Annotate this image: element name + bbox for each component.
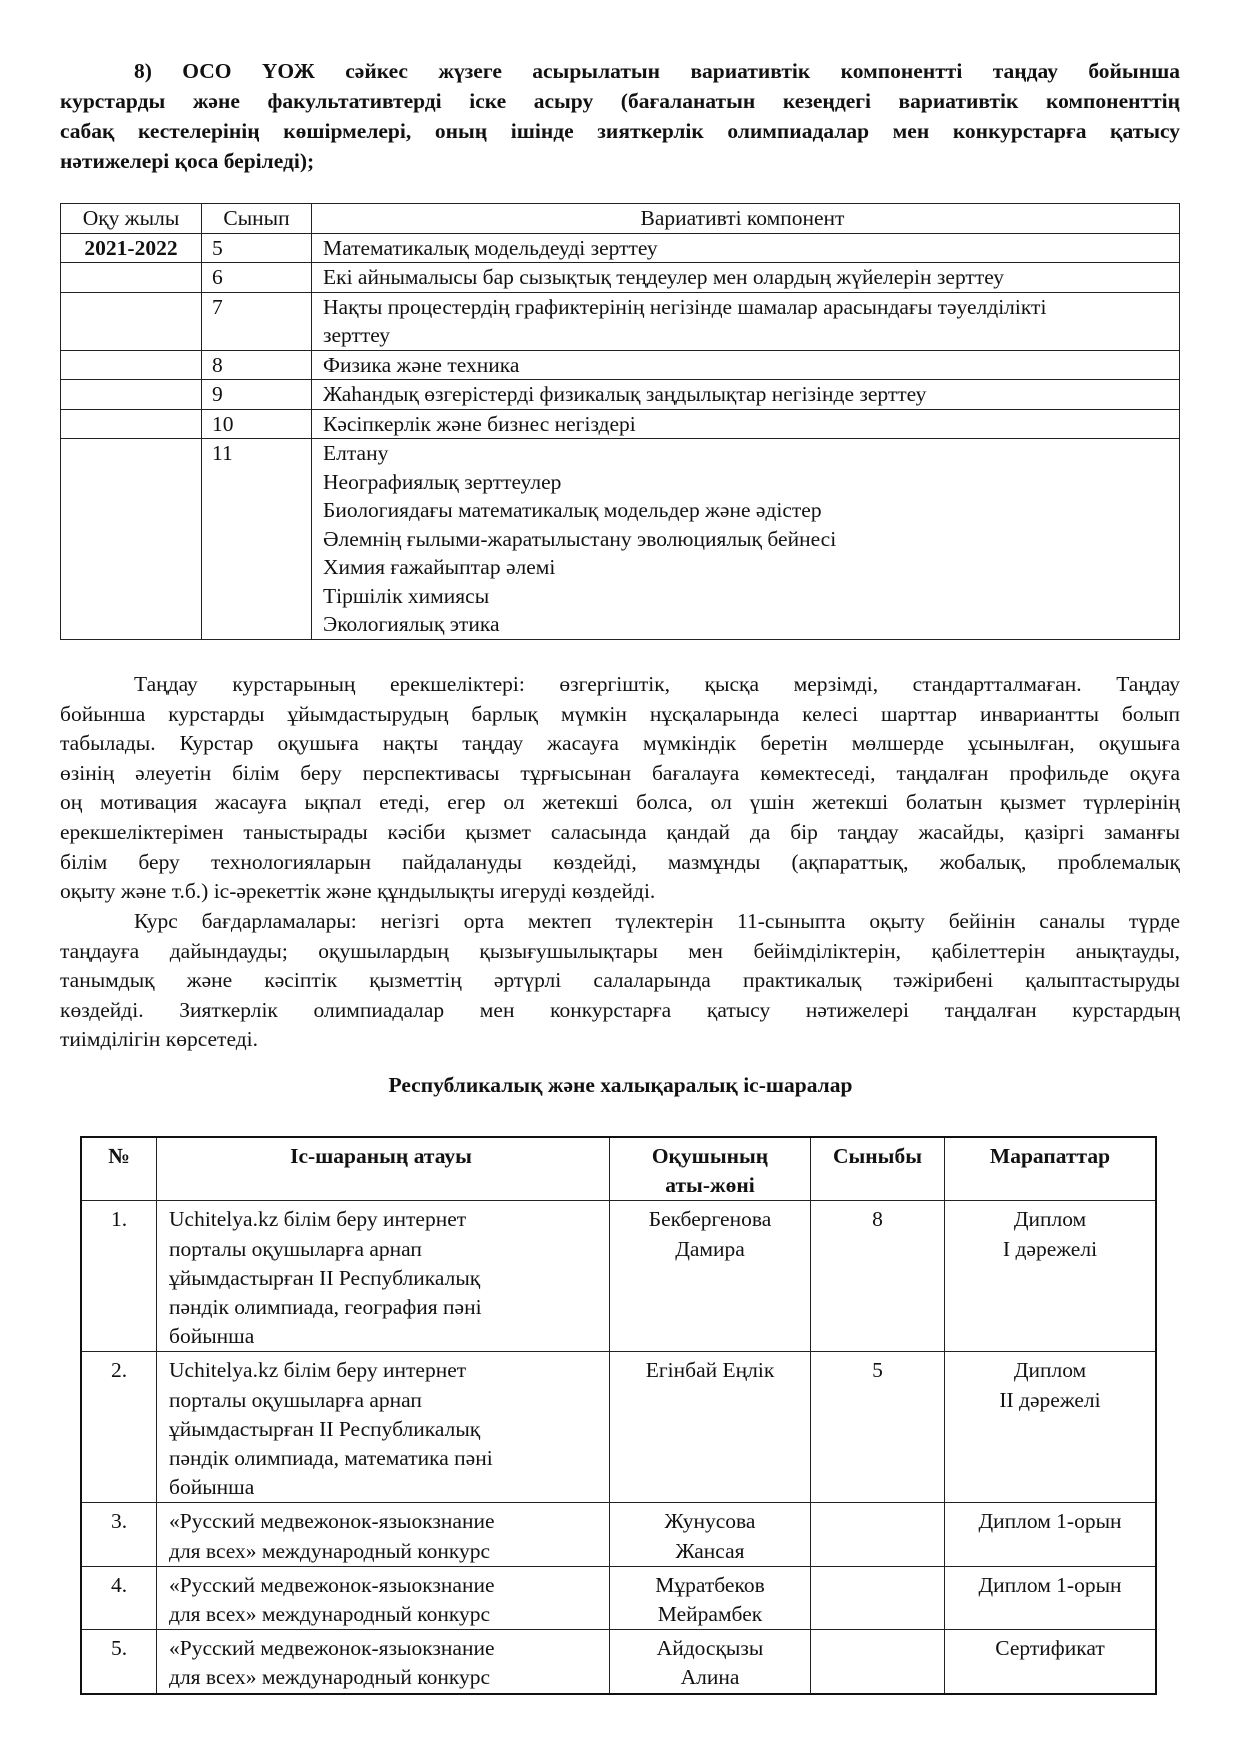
table-row	[61, 350, 1180, 380]
award: Диплом 1-орын	[945, 1503, 1157, 1566]
student-grade: 5	[811, 1352, 945, 1503]
header-number: №	[81, 1137, 157, 1201]
table-header-row	[81, 1137, 1156, 1201]
course-cell: Екі айнымалысы бар сызықтық теңдеулер мен олардың жүйелерін зерттеу	[312, 263, 1180, 293]
heading-line: 8) ОСО ҮОЖ сәйкес жүзеге асырылатын вариативтік компонентті таңдау бойынша	[134, 59, 1180, 83]
event-name: Uchitelya.kz білім беру интернет порталы оқушыларға арнап ұйымдастырған ІІ Республикалық пәндік олимпиада, география пәні бойынша	[157, 1201, 610, 1352]
paragraph-line: көздейді. Зияткерлік олимпиадалар мен конкурстарға қатысу нәтижелері таңдалған курстардың	[60, 997, 1180, 1022]
paragraph-line: білім беру технологияларын пайдалануды көздейді, мазмұнды (ақпараттық, жобалық, проблемалық	[60, 849, 1180, 874]
variative-component-table	[60, 203, 1180, 640]
table-row	[61, 380, 1180, 410]
section-heading	[60, 56, 1180, 176]
student-name: Мұратбеков Мейрамбек	[610, 1566, 811, 1629]
header-grade: Сыныбы	[811, 1137, 945, 1201]
row-number: 2.	[81, 1352, 157, 1503]
table-row	[81, 1630, 1156, 1694]
course-line: Тіршілік химиясы	[323, 583, 490, 608]
paragraph-line: оқыту және т.б.) іс-әрекеттік және құндылықты игеруді көздейді.	[60, 879, 656, 904]
course-cell: Физика және техника	[312, 350, 1180, 380]
year-cell-empty	[61, 380, 202, 410]
student-name: Егінбай Еңлік	[610, 1352, 811, 1503]
paragraph-line: бойынша курстарды ұйымдастырудың барлық мүмкін нұсқаларында келесі шарттар инвариантты болып	[60, 701, 1180, 726]
award: Сертификат	[945, 1630, 1157, 1694]
course-cell: Кәсіпкерлік және бизнес негіздері	[312, 409, 1180, 439]
event-name: «Русский медвежонок-языокзнание для всех» международный конкурс	[157, 1566, 610, 1629]
award: Диплом ІІ дәрежелі	[945, 1352, 1157, 1503]
heading-line: курстарды және факультативтерді іске асыру (бағаланатын кезеңдегі вариативтік компоненттің	[60, 89, 1180, 113]
header-event: Іс-шараның атауы	[157, 1137, 610, 1201]
student-name: Жунусова Жансая	[610, 1503, 811, 1566]
year-cell-empty	[61, 350, 202, 380]
grade-cell: 9	[202, 380, 312, 410]
grade-cell: 5	[202, 233, 312, 263]
year-cell-empty	[61, 292, 202, 350]
event-name: Uchitelya.kz білім беру интернет порталы оқушыларға арнап ұйымдастырған ІІ Республикалық пәндік олимпиада, математика пәні бойынша	[157, 1352, 610, 1503]
course-line: Нақты процестердің графиктерінің негізінде шамалар арасындағы тәуелділікті	[323, 294, 1047, 319]
heading-line: сабақ кестелерінің көшірмелері, оның ішінде зияткерлік олимпиадалар мен конкурстарға қатысу	[60, 119, 1180, 143]
course-cell: Жаһандық өзгерістерді физикалық заңдылықтар негізінде зерттеу	[312, 380, 1180, 410]
event-name: «Русский медвежонок-языокзнание для всех» международный конкурс	[157, 1503, 610, 1566]
paragraph-line: таңдауға дайындауды; оқушылардың қызығушылықтары мен бейімділіктерін, қабілеттерін анықтауды,	[60, 938, 1180, 963]
row-number: 3.	[81, 1503, 157, 1566]
events-table	[80, 1136, 1157, 1695]
header-student: Оқушының аты-жөні	[610, 1137, 811, 1201]
course-cell	[312, 439, 1180, 640]
year-cell-empty	[61, 263, 202, 293]
student-grade	[811, 1566, 945, 1629]
row-number: 5.	[81, 1630, 157, 1694]
header-academic-year: Оқу жылы	[61, 204, 202, 234]
grade-cell: 10	[202, 409, 312, 439]
paragraph-line: Таңдау курстарының ерекшеліктері: өзгергіштік, қысқа мерзімді, стандартталмаған. Таңдау	[134, 672, 1180, 696]
course-line: Әлемнің ғылыми-жаратылыстану эволюциялық бейнесі	[323, 526, 837, 551]
table-header-row	[61, 204, 1180, 234]
course-line: Елтану	[323, 441, 389, 465]
course-line: Биологиядағы математикалық модельдер және әдістер	[323, 498, 822, 522]
year-cell-empty	[61, 409, 202, 439]
grade-cell: 6	[202, 263, 312, 293]
academic-year: 2021-2022	[61, 233, 202, 263]
row-number: 4.	[81, 1566, 157, 1629]
table-row	[61, 439, 1180, 640]
table-row	[61, 263, 1180, 293]
table-row	[61, 409, 1180, 439]
student-name: Айдосқызы Алина	[610, 1630, 811, 1694]
award: Диплом 1-орын	[945, 1566, 1157, 1629]
grade-cell: 11	[202, 439, 312, 640]
course-cell	[312, 292, 1180, 350]
paragraph-line: танымдық және кәсіптік қызметтің әртүрлі салаларында практикалық тәжірибені қалыптастыруды	[60, 968, 1180, 993]
header-grade: Сынып	[202, 204, 312, 234]
events-title: Республикалық және халықаралық іс-шаралар	[388, 1073, 853, 1097]
student-grade	[811, 1503, 945, 1566]
paragraph-line: оң мотивация жасауға ықпал етеді, егер ол жетекші болса, ол үшін жетекші болатын қызмет түрлерінің	[60, 790, 1180, 815]
table-row	[81, 1503, 1156, 1566]
student-grade	[811, 1630, 945, 1694]
student-name: Бекбергенова Дамира	[610, 1201, 811, 1352]
paragraph-line: ерекшеліктерімен таныстырады кәсіби қызмет саласында қандай да бір таңдау жасайды, қазіргі заманғы	[60, 819, 1180, 844]
course-line: зерттеу	[323, 323, 391, 347]
row-number: 1.	[81, 1201, 157, 1352]
table-row	[81, 1352, 1156, 1503]
table-row	[81, 1566, 1156, 1629]
year-cell-empty	[61, 439, 202, 640]
table-row	[61, 233, 1180, 263]
header-variative-component: Вариативті компонент	[312, 204, 1180, 234]
heading-line: нәтижелері қоса беріледі);	[60, 149, 315, 173]
course-line: Неографиялық зерттеулер	[323, 469, 562, 494]
paragraph-course-features	[60, 670, 1180, 907]
event-name: «Русский медвежонок-языокзнание для всех» международный конкурс	[157, 1630, 610, 1694]
table-row	[61, 292, 1180, 350]
grade-cell: 7	[202, 292, 312, 350]
course-cell: Математикалық модельдеуді зерттеу	[312, 233, 1180, 263]
student-grade: 8	[811, 1201, 945, 1352]
award: Диплом І дәрежелі	[945, 1201, 1157, 1352]
header-awards: Марапаттар	[945, 1137, 1157, 1201]
paragraph-line: өзінің әлеуетін білім беру перспективасы тұрғысынан бағалауға көмектеседі, таңдалған профильде оқуға	[60, 760, 1180, 785]
course-line: Экологиялық этика	[323, 612, 500, 636]
paragraph-course-programs	[60, 907, 1180, 1055]
paragraph-line: табылады. Курстар оқушыға нақты таңдау жасауға мүмкіндік беретін мөлшерде ұсынылған, оқушыға	[60, 731, 1180, 756]
paragraph-line: Курс бағдарламалары: негізгі орта мектеп түлектерін 11-сыныпта оқыту бейінін саналы түрде	[134, 909, 1180, 933]
table-row	[81, 1201, 1156, 1352]
course-line: Химия ғажайыптар әлемі	[323, 555, 556, 579]
paragraph-line: тиімділігін көрсетеді.	[60, 1027, 259, 1052]
grade-cell: 8	[202, 350, 312, 380]
